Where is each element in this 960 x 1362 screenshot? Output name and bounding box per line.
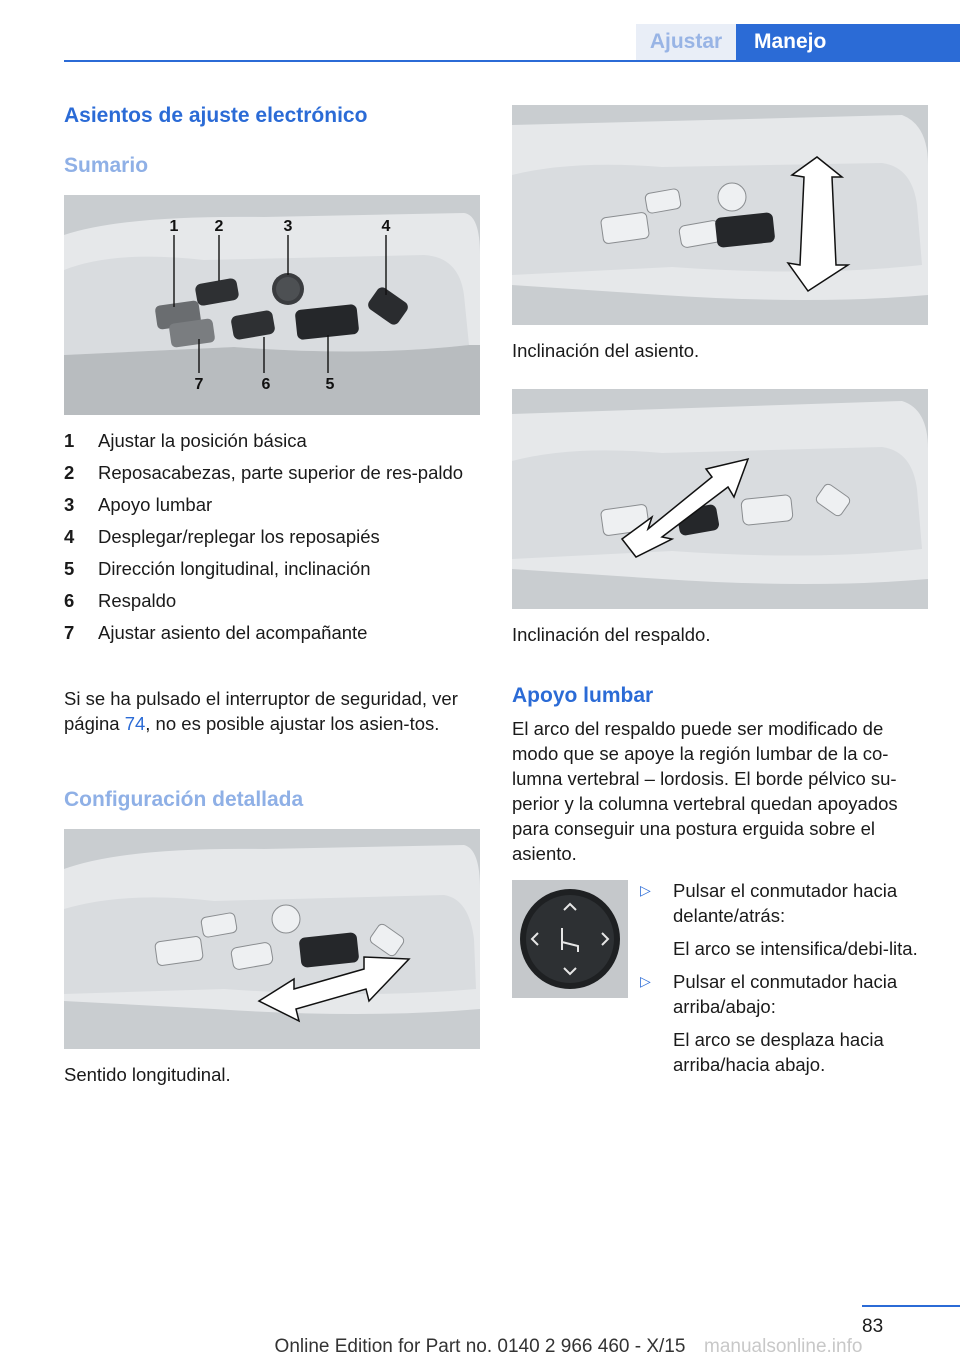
lumbar-paragraph: El arco del respaldo puede ser modificado de modo que se apoye la región lumbar de la co-lumna vertebral – lordosis. El borde pélvico su-perior y la columna vertebral quedan apoyados para conseguir una postura erguida sobre el asiento. [512,718,898,864]
list-item: 2 Reposacabezas, parte superior de res-paldo [64,462,464,483]
caption-longitudinal: Sentido longitudinal. [64,1064,231,1085]
section-title: Asientos de ajuste electrónico [64,104,368,127]
backrest-tilt-image [512,389,928,609]
list-item: 7 Ajustar asiento del acompañante [64,622,368,643]
list-item: 1 Ajustar la posición básica [64,430,307,451]
list-item: ▷ Pulsar el conmutador hacia arriba/abajo: El arco se desplaza hacia arriba/hacia abajo. [640,971,898,1075]
page-link[interactable]: 74 [124,713,146,734]
watermark: manualsonline.info [704,1336,863,1357]
list-item: 6 Respaldo [64,590,177,611]
callout-7: 7 [194,376,204,393]
footer-rule [862,1305,960,1307]
caption-seat-tilt: Inclinación del asiento. [512,340,700,361]
safety-paragraph: Si se ha pulsado el interruptor de seguridad, ver página 74, no es posible ajustar los asien-tos. [64,688,458,734]
triangle-bullet-icon: ▷ [640,882,651,898]
list-item: 4 Desplegar/replegar los reposapiés [64,526,380,547]
seat-controls-overview-image [64,195,480,415]
tab-manejo[interactable]: Manejo [736,24,960,62]
callout-3: 3 [283,218,293,235]
callout-1: 1 [169,218,179,235]
summary-heading: Sumario [64,154,149,177]
caption-backrest-tilt: Inclinación del respaldo. [512,624,711,645]
callout-6: 6 [261,376,271,393]
triangle-bullet-icon: ▷ [640,973,651,989]
callout-2: 2 [214,218,224,235]
detail-heading: Configuración detallada [64,788,304,811]
header-rule [64,60,960,62]
longitudinal-adjust-image [64,829,480,1049]
callout-4: 4 [381,218,391,235]
legend-list [64,428,484,652]
lumbar-heading: Apoyo lumbar [512,684,654,707]
lumbar-switch-image [512,880,628,998]
list-item: 5 Dirección longitudinal, inclinación [64,558,371,579]
seat-tilt-image [512,105,928,325]
callout-5: 5 [325,376,335,393]
edition-text: Online Edition for Part no. 0140 2 966 460 - X/15 [274,1336,686,1357]
lumbar-steps [640,878,940,1085]
header-bar [0,24,960,62]
list-item: ▷ Pulsar el conmutador hacia delante/atrás: El arco se intensifica/debi-lita. [640,880,918,959]
list-item: 3 Apoyo lumbar [64,494,213,515]
page-number: 83 [862,1316,884,1337]
tab-ajustar[interactable]: Ajustar [636,24,736,60]
